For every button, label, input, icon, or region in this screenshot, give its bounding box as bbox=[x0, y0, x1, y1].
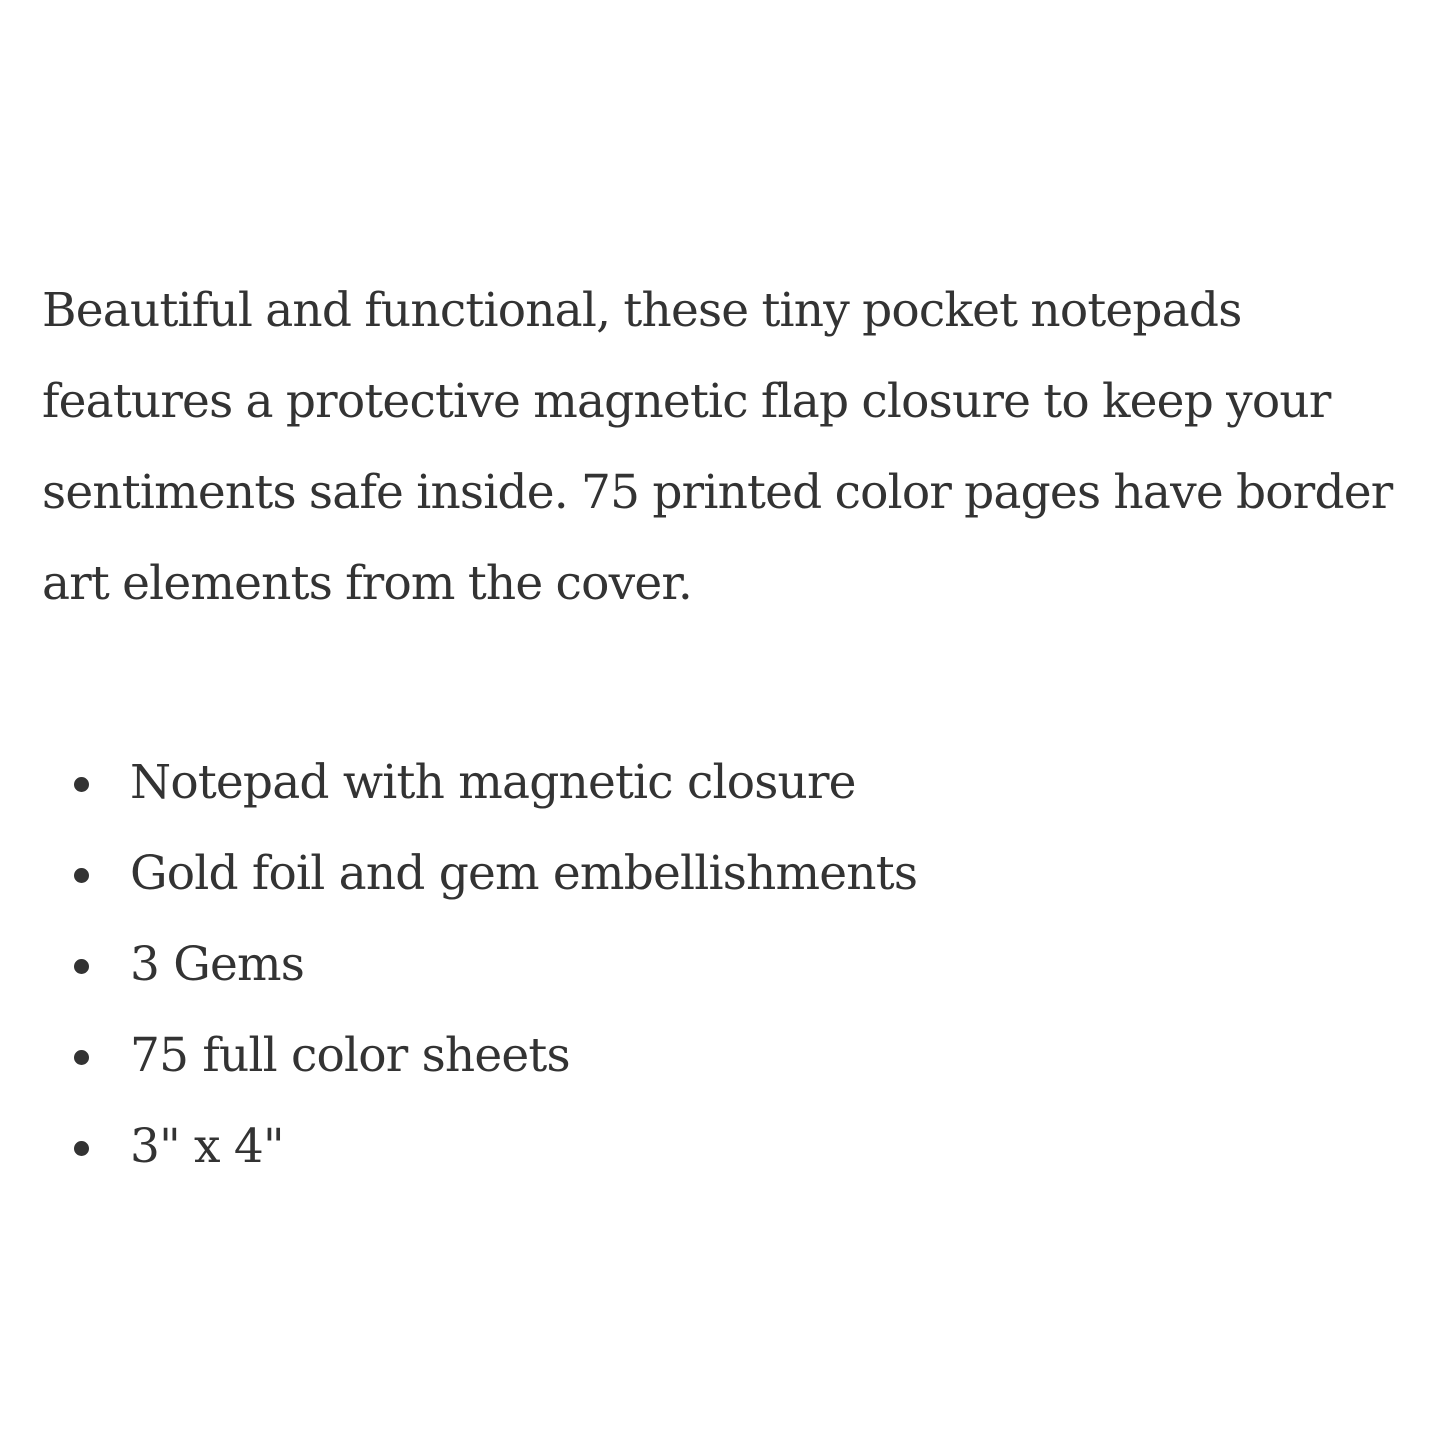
feature-label: Notepad with magnetic closure bbox=[130, 755, 856, 810]
feature-item bbox=[42, 919, 1405, 1010]
bullet-icon bbox=[74, 1141, 89, 1156]
feature-item bbox=[42, 1010, 1405, 1101]
feature-label: Gold foil and gem embellishments bbox=[130, 846, 918, 901]
feature-item bbox=[42, 828, 1405, 919]
bullet-icon bbox=[74, 959, 89, 974]
feature-label: 75 full color sheets bbox=[130, 1028, 570, 1083]
bullet-icon bbox=[74, 868, 89, 883]
bullet-icon bbox=[74, 777, 89, 792]
feature-item bbox=[42, 737, 1405, 828]
feature-label: 3 Gems bbox=[130, 937, 305, 992]
bullet-icon bbox=[74, 1050, 89, 1065]
feature-list bbox=[42, 737, 1405, 1192]
feature-label: 3" x 4" bbox=[130, 1119, 284, 1174]
product-description: Beautiful and functional, these tiny pocket notepads features a protective magnetic flap closure to keep your sentiments safe inside. 75 printed color pages have border art elements from the cover. bbox=[42, 283, 1393, 611]
feature-item bbox=[42, 1101, 1405, 1192]
